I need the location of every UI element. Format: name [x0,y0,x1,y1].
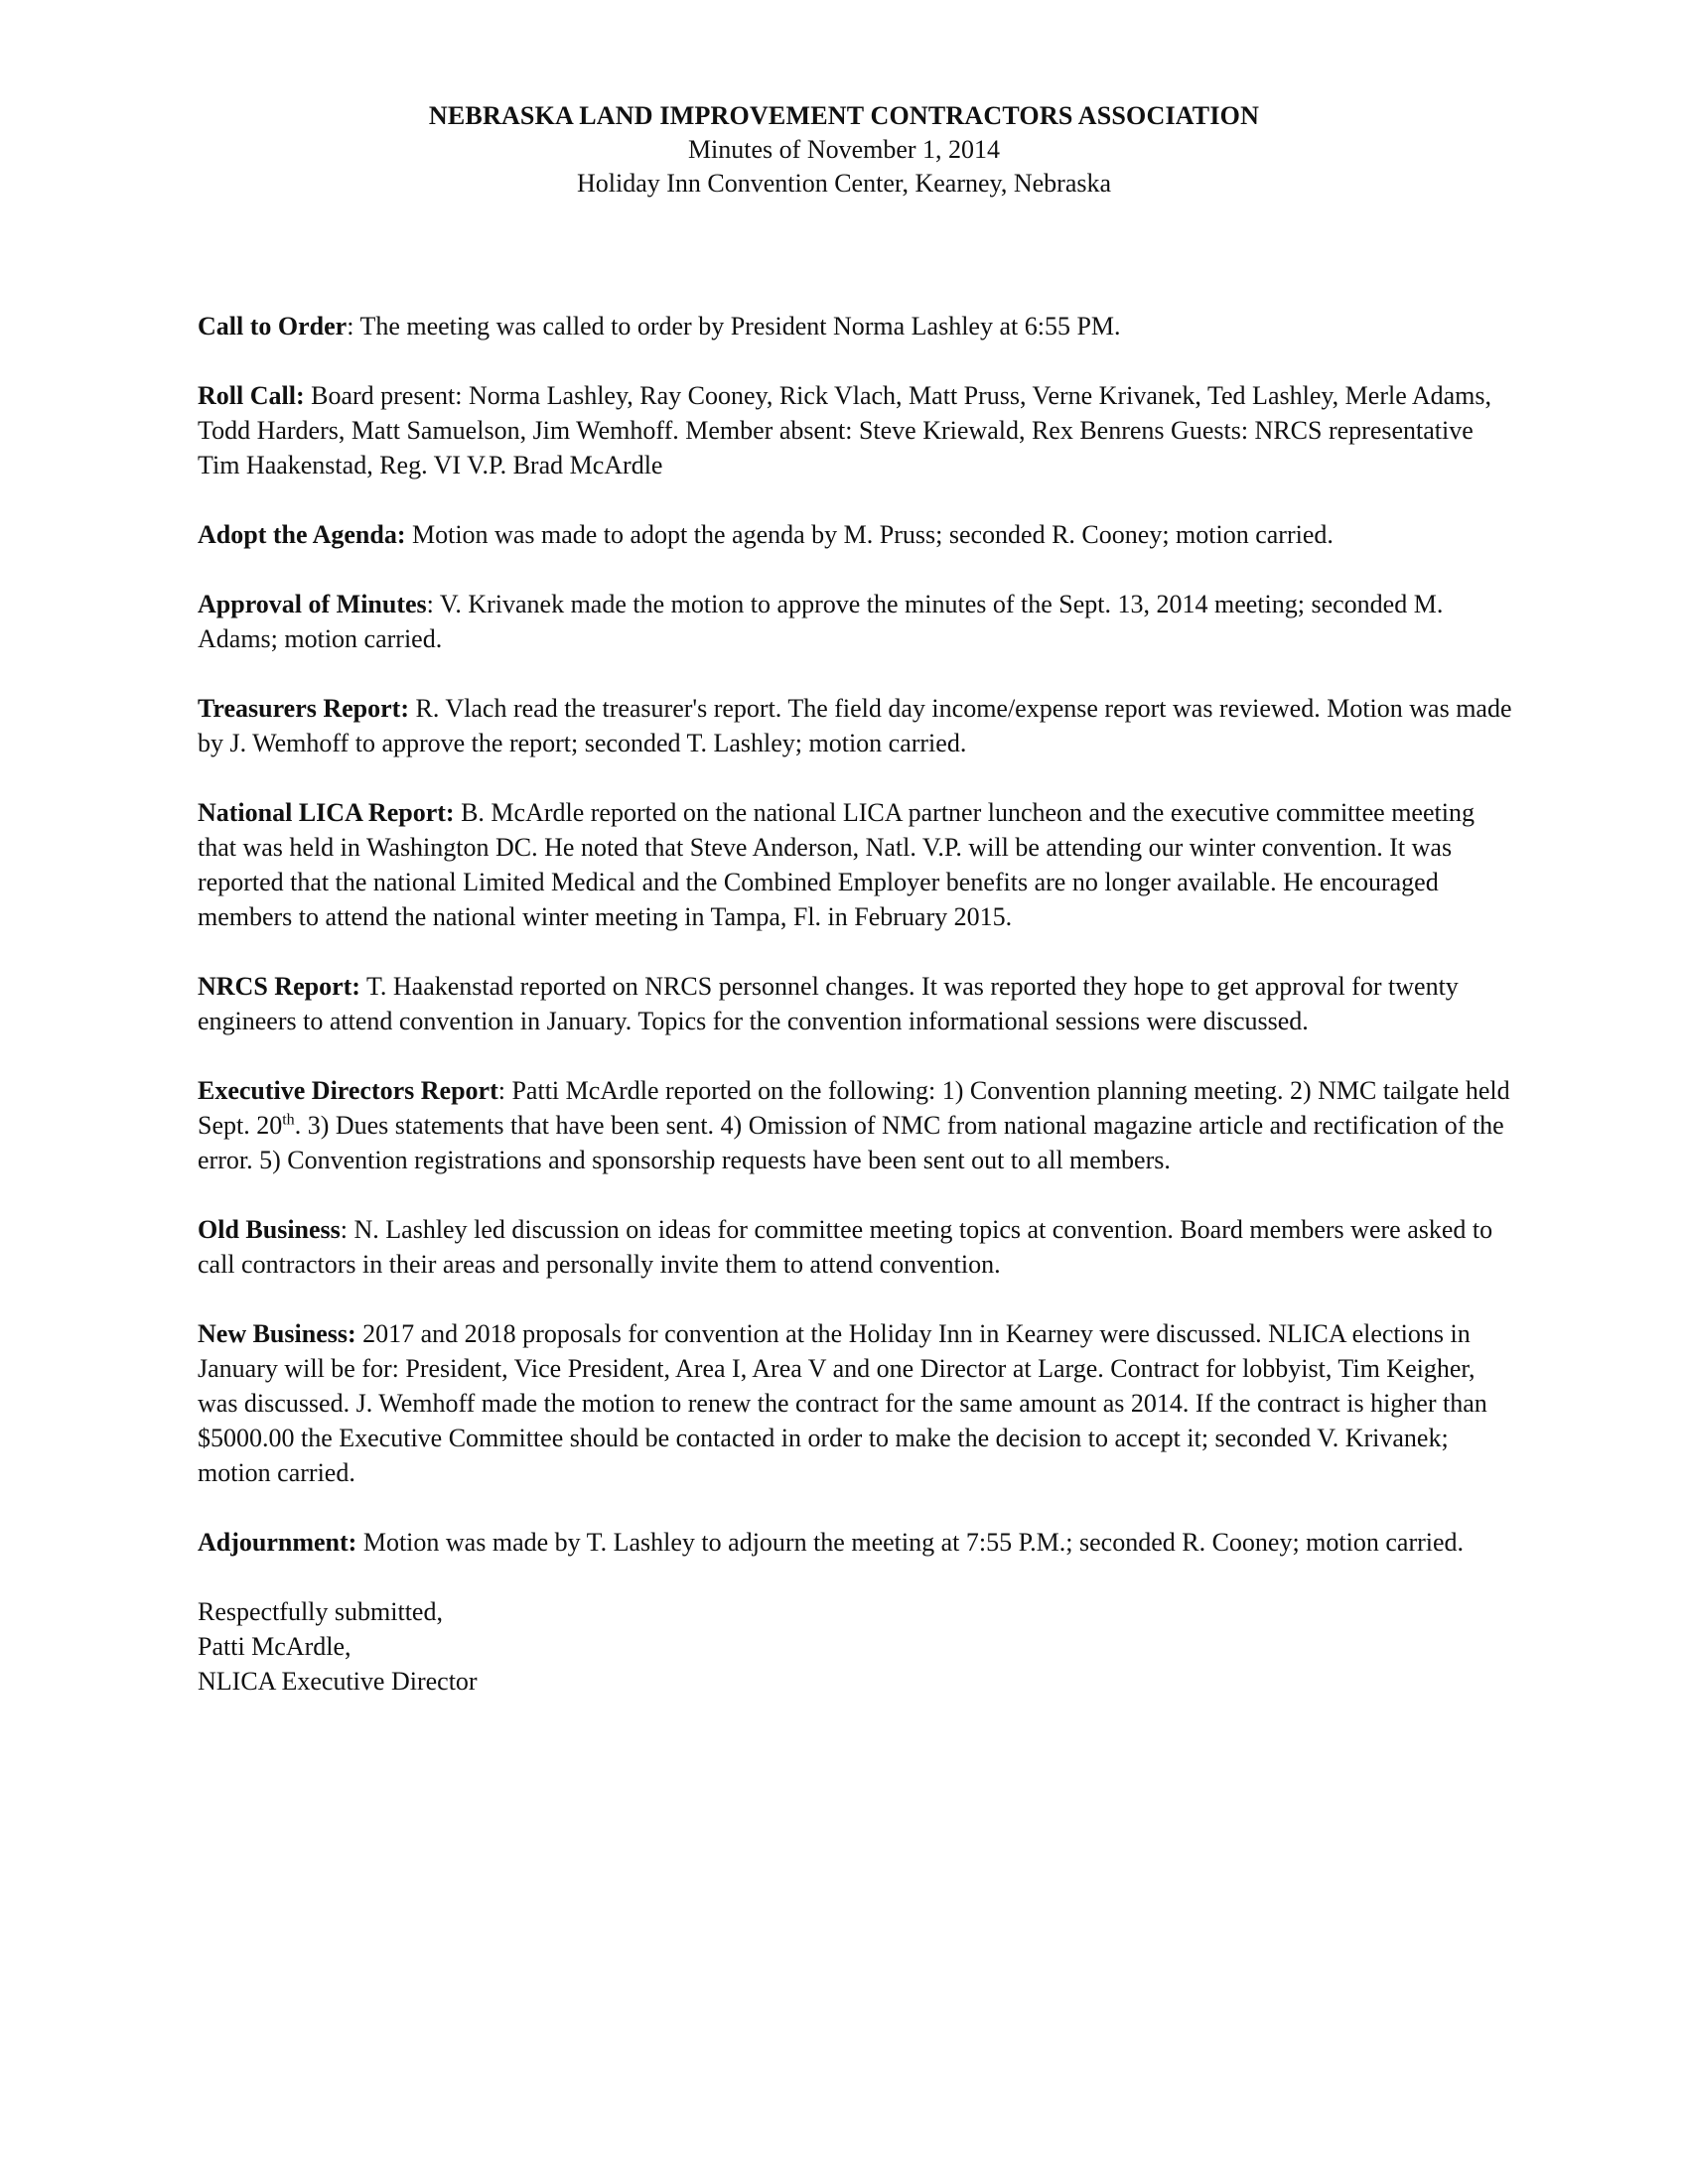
section-text: Motion was made to adopt the agenda by M. Pruss; seconded R. Cooney; motion carried. [405,520,1334,549]
document-header [0,99,1688,201]
section-text: : Patti McArdle reported on the following: 1) Convention planning meeting. 2) NMC tailgate held Sept. 20 [198,1076,1510,1140]
section-label: Adopt the Agenda: [198,520,406,549]
section-text: R. Vlach read the treasurer's report. The field day income/expense report was reviewed. Motion was made by J. Wemhoff to approve the report; seconded T. Lashley; motion carried. [198,694,1512,757]
section-text: : V. Krivanek made the motion to approve the minutes of the Sept. 13, 2014 meeting; seconded M. Adams; motion carried. [198,590,1444,653]
section-text: B. McArdle reported on the national LICA partner luncheon and the executive committee meeting that was held in Washington DC. He noted that Steve Anderson, Natl. V.P. will be attending our winter convention. It was reported that the national Limited Medical and the Combined Employer benefits are no longer available. He encouraged members to attend the national winter meeting in Tampa, Fl. in February 2015. [198,798,1475,931]
signature-block [198,1594,1518,1699]
section-text-cont: . 3) Dues statements that have been sent. 4) Omission of NMC from national magazine article and rectification of the error. 5) Convention registrations and sponsorship requests have been sent out to all members. [198,1111,1504,1174]
section-text: Motion was made by T. Lashley to adjourn the meeting at 7:55 P.M.; seconded R. Cooney; motion carried. [356,1528,1465,1557]
superscript-th: th [282,1111,295,1129]
section-executive-directors-report [198,1073,1518,1177]
section-label: Treasurers Report: [198,694,410,723]
section-approval-minutes [198,587,1518,656]
section-label: Roll Call: [198,381,305,410]
signer-name: Patti McArdle, [198,1632,352,1661]
section-nrcs-report [198,969,1518,1038]
section-national-lica-report [198,795,1518,934]
section-text: 2017 and 2018 proposals for convention at the Holiday Inn in Kearney were discussed. NLICA elections in January will be for: President, Vice President, Area I, Area V and one Director at Large. Contract for lobbyist, Tim Keigher, was discussed. J. Wemhoff made the motion to renew the contract for the same amount as 2014. If the contract is higher than $5000.00 the Executive Committee should be contacted in order to make the decision to accept it; seconded V. Krivanek; motion carried. [198,1319,1487,1487]
section-label: Adjournment: [198,1528,357,1557]
section-label: New Business: [198,1319,356,1348]
section-new-business [198,1316,1518,1490]
section-text: T. Haakenstad reported on NRCS personnel changes. It was reported they hope to get approval for twenty engineers to attend convention in January. Topics for the convention informational sessions were discussed. [198,972,1459,1035]
section-label: Old Business [198,1215,341,1244]
minutes-body [198,309,1518,1699]
section-label: Call to Order [198,312,348,341]
section-adopt-agenda [198,517,1518,552]
signer-title: NLICA Executive Director [198,1667,478,1696]
section-label: NRCS Report: [198,972,360,1001]
section-treasurers-report [198,691,1518,760]
minutes-date: Minutes of November 1, 2014 [687,135,1001,164]
section-roll-call [198,378,1518,482]
section-adjournment [198,1525,1518,1560]
section-text: : The meeting was called to order by President Norma Lashley at 6:55 PM. [347,312,1121,341]
organization-title: NEBRASKA LAND IMPROVEMENT CONTRACTORS ASSOCIATION [428,101,1260,130]
section-label: Approval of Minutes [198,590,427,618]
section-label: National LICA Report: [198,798,455,827]
section-old-business [198,1212,1518,1282]
section-call-to-order [198,309,1518,343]
closing-line: Respectfully submitted, [198,1597,443,1626]
section-text: Board present: Norma Lashley, Ray Cooney, Rick Vlach, Matt Pruss, Verne Krivanek, Ted Lashley, Merle Adams, Todd Harders, Matt Samuelson, Jim Wemhoff. Member absent: Steve Kriewald, Rex Benrens Guests: NRCS representative Tim Haakenstad, Reg. VI V.P. Brad McArdle [198,381,1491,479]
section-label: Executive Directors Report [198,1076,498,1105]
section-text: : N. Lashley led discussion on ideas for committee meeting topics at convention. Board members were asked to call contractors in their areas and personally invite them to attend convention. [198,1215,1493,1279]
meeting-location: Holiday Inn Convention Center, Kearney, Nebraska [576,169,1112,198]
